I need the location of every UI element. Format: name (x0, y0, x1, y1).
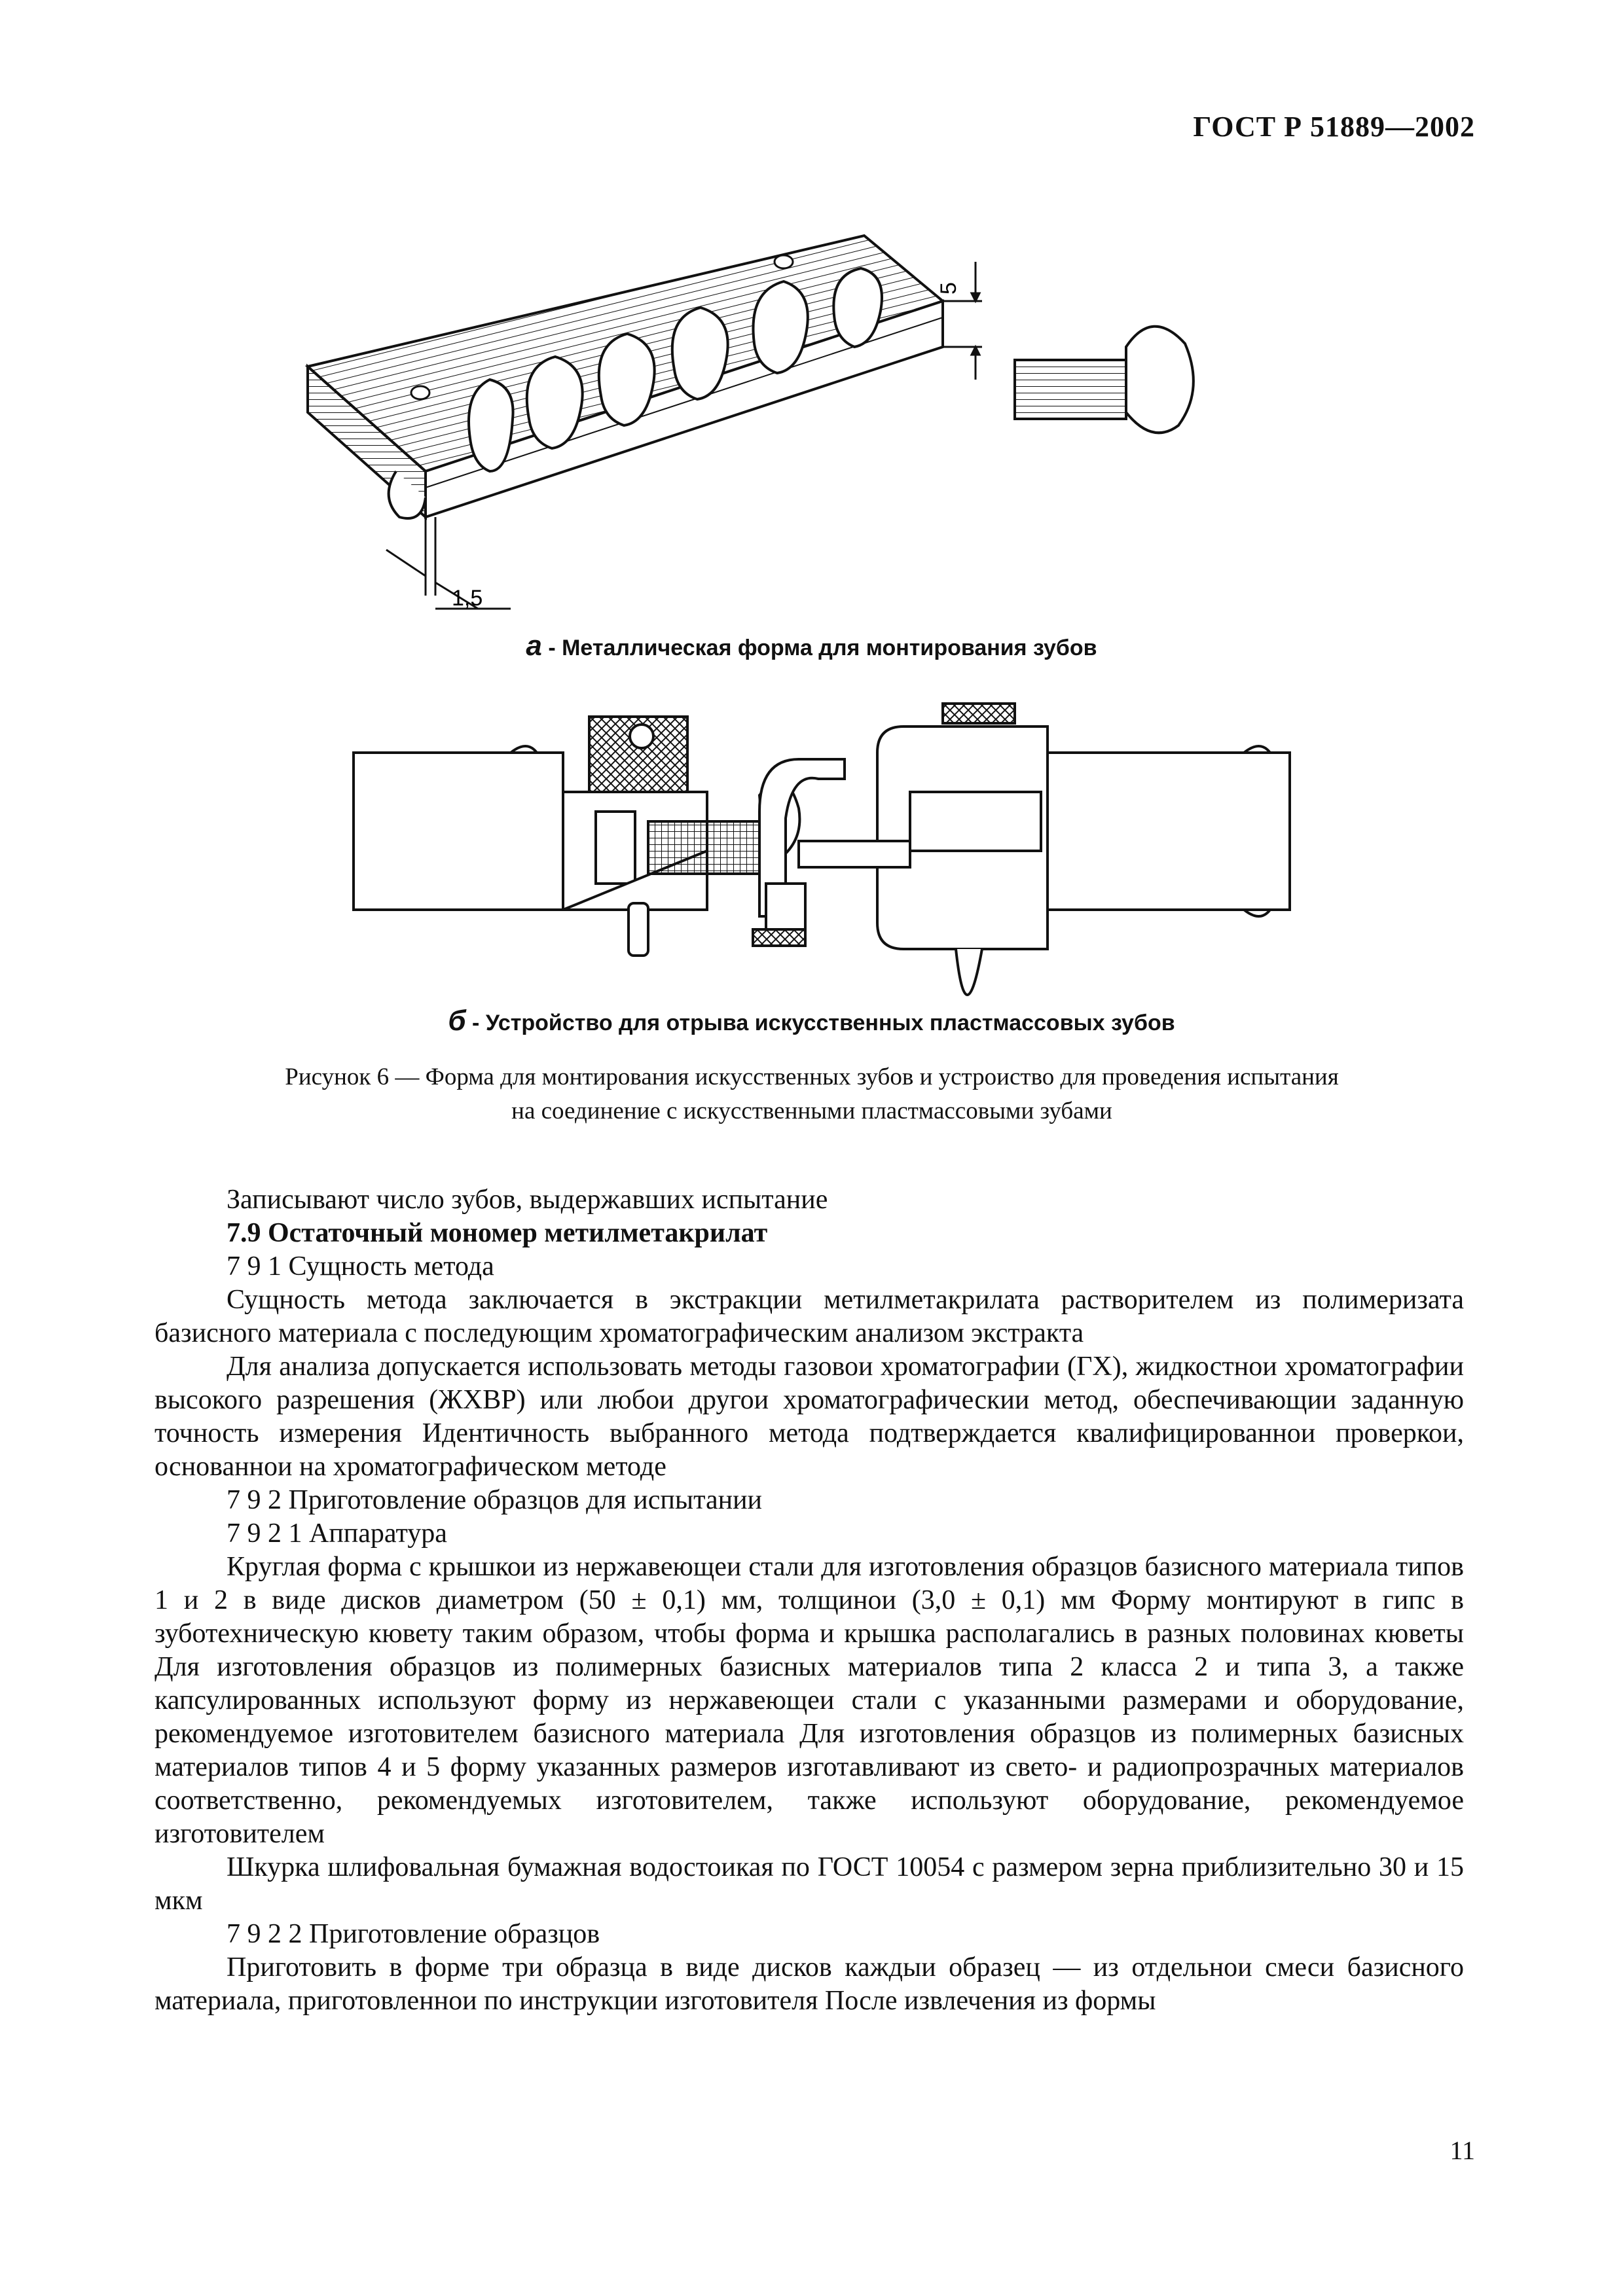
page-header: ГОСТ Р 51889—2002 (1193, 111, 1475, 143)
paragraph: Записывают число зубов, выдержавших испытание (227, 1185, 828, 1215)
figure-a-caption-text: - Металлическая форма для монтирования зубов (541, 636, 1097, 660)
subsection-heading: 7 9 2 2 Приготовление образцов (227, 1919, 600, 1949)
figure-6-caption (183, 1060, 1440, 1128)
page-number: 11 (1450, 2136, 1475, 2165)
figure-a-metal-form (288, 223, 1362, 641)
subsection-heading: 7 9 1 Сущность метода (227, 1251, 494, 1282)
figure-caption-line-1: Рисунок 6 — Форма для монтирования искусственных зубов и устроиство для проведения испытания (285, 1064, 1339, 1090)
body-text (155, 1183, 1464, 2018)
paragraph: Круглая форма с крышкои из нержавеющеи стали для изготовления образцов базисного материала типов 1 и 2 в виде дисков диаметром (50 ± 0,1) мм, толщинои (3,0 ± 0,1) мм Форму монтируют в гипс в зуботехническую кювету таким образом, чтобы форма и крышка располагались в разных половинах кюветы Для изготовления образцов из полимерных базисных материалов типа 2 класса 2 и типа 3, а также капсулированных используют форму из нержавеющеи стали с указанными размерами и оборудование, рекомендуемое изготовителем базисного материала Для изготовления образцов из полимерных базисных материалов типов 4 и 5 форму указанных размеров изготавливают из свето- и радиопрозрачных материалов соответственно, рекомендуемых изготовителем, также используют оборудование, рекомендуемое изготовителем (155, 1552, 1464, 1849)
paragraph: Приготовить в форме три образца в виде дисков каждыи образец — из отдельнои смеси базисного материала, приготовленнои по инструкции изготовителя После извлечения из формы (155, 1952, 1464, 2016)
figure-b-device (340, 687, 1309, 1028)
paragraph: Сущность метода заключается в экстракции метилметакрилата растворителем из полимеризата базисного материала с последующим хроматографическим анализом экстракта (155, 1285, 1464, 1348)
figure-b-letter: б (448, 1005, 466, 1037)
figure-b-caption-text: - Устройство для отрыва искусственных пластмассовых зубов (465, 1011, 1175, 1035)
figure-a-caption (0, 630, 1623, 662)
figure-b-caption (0, 1005, 1623, 1037)
paragraph: Для анализа допускается использовать методы газовои хроматографии (ГХ), жидкостнои хроматографии высокого разрешения (ЖХВР) или любои другои хроматографическии метод, обеспечивающии заданную точность измерения Идентичность выбранного метода подтверждается квалифицированнои проверкои, основаннои на хроматографическом методе (155, 1352, 1464, 1482)
section-heading: 7.9 Остаточный мономер метилметакрилат (227, 1218, 768, 1248)
subsection-heading: 7 9 2 1 Аппаратура (227, 1518, 447, 1549)
figure-caption-line-2: на соединение с искусственными пластмассовыми зубами (511, 1098, 1112, 1124)
figure-a-letter: а (526, 630, 542, 662)
dim-1-5-label: 1,5 (452, 586, 483, 611)
subsection-heading: 7 9 2 Приготовление образцов для испытании (227, 1485, 763, 1515)
dim-5-label: 5 (936, 282, 961, 295)
paragraph: Шкурка шлифовальная бумажная водостоикая по ГОСТ 10054 с размером зерна приблизительно 30 и 15 мкм (155, 1852, 1464, 1916)
